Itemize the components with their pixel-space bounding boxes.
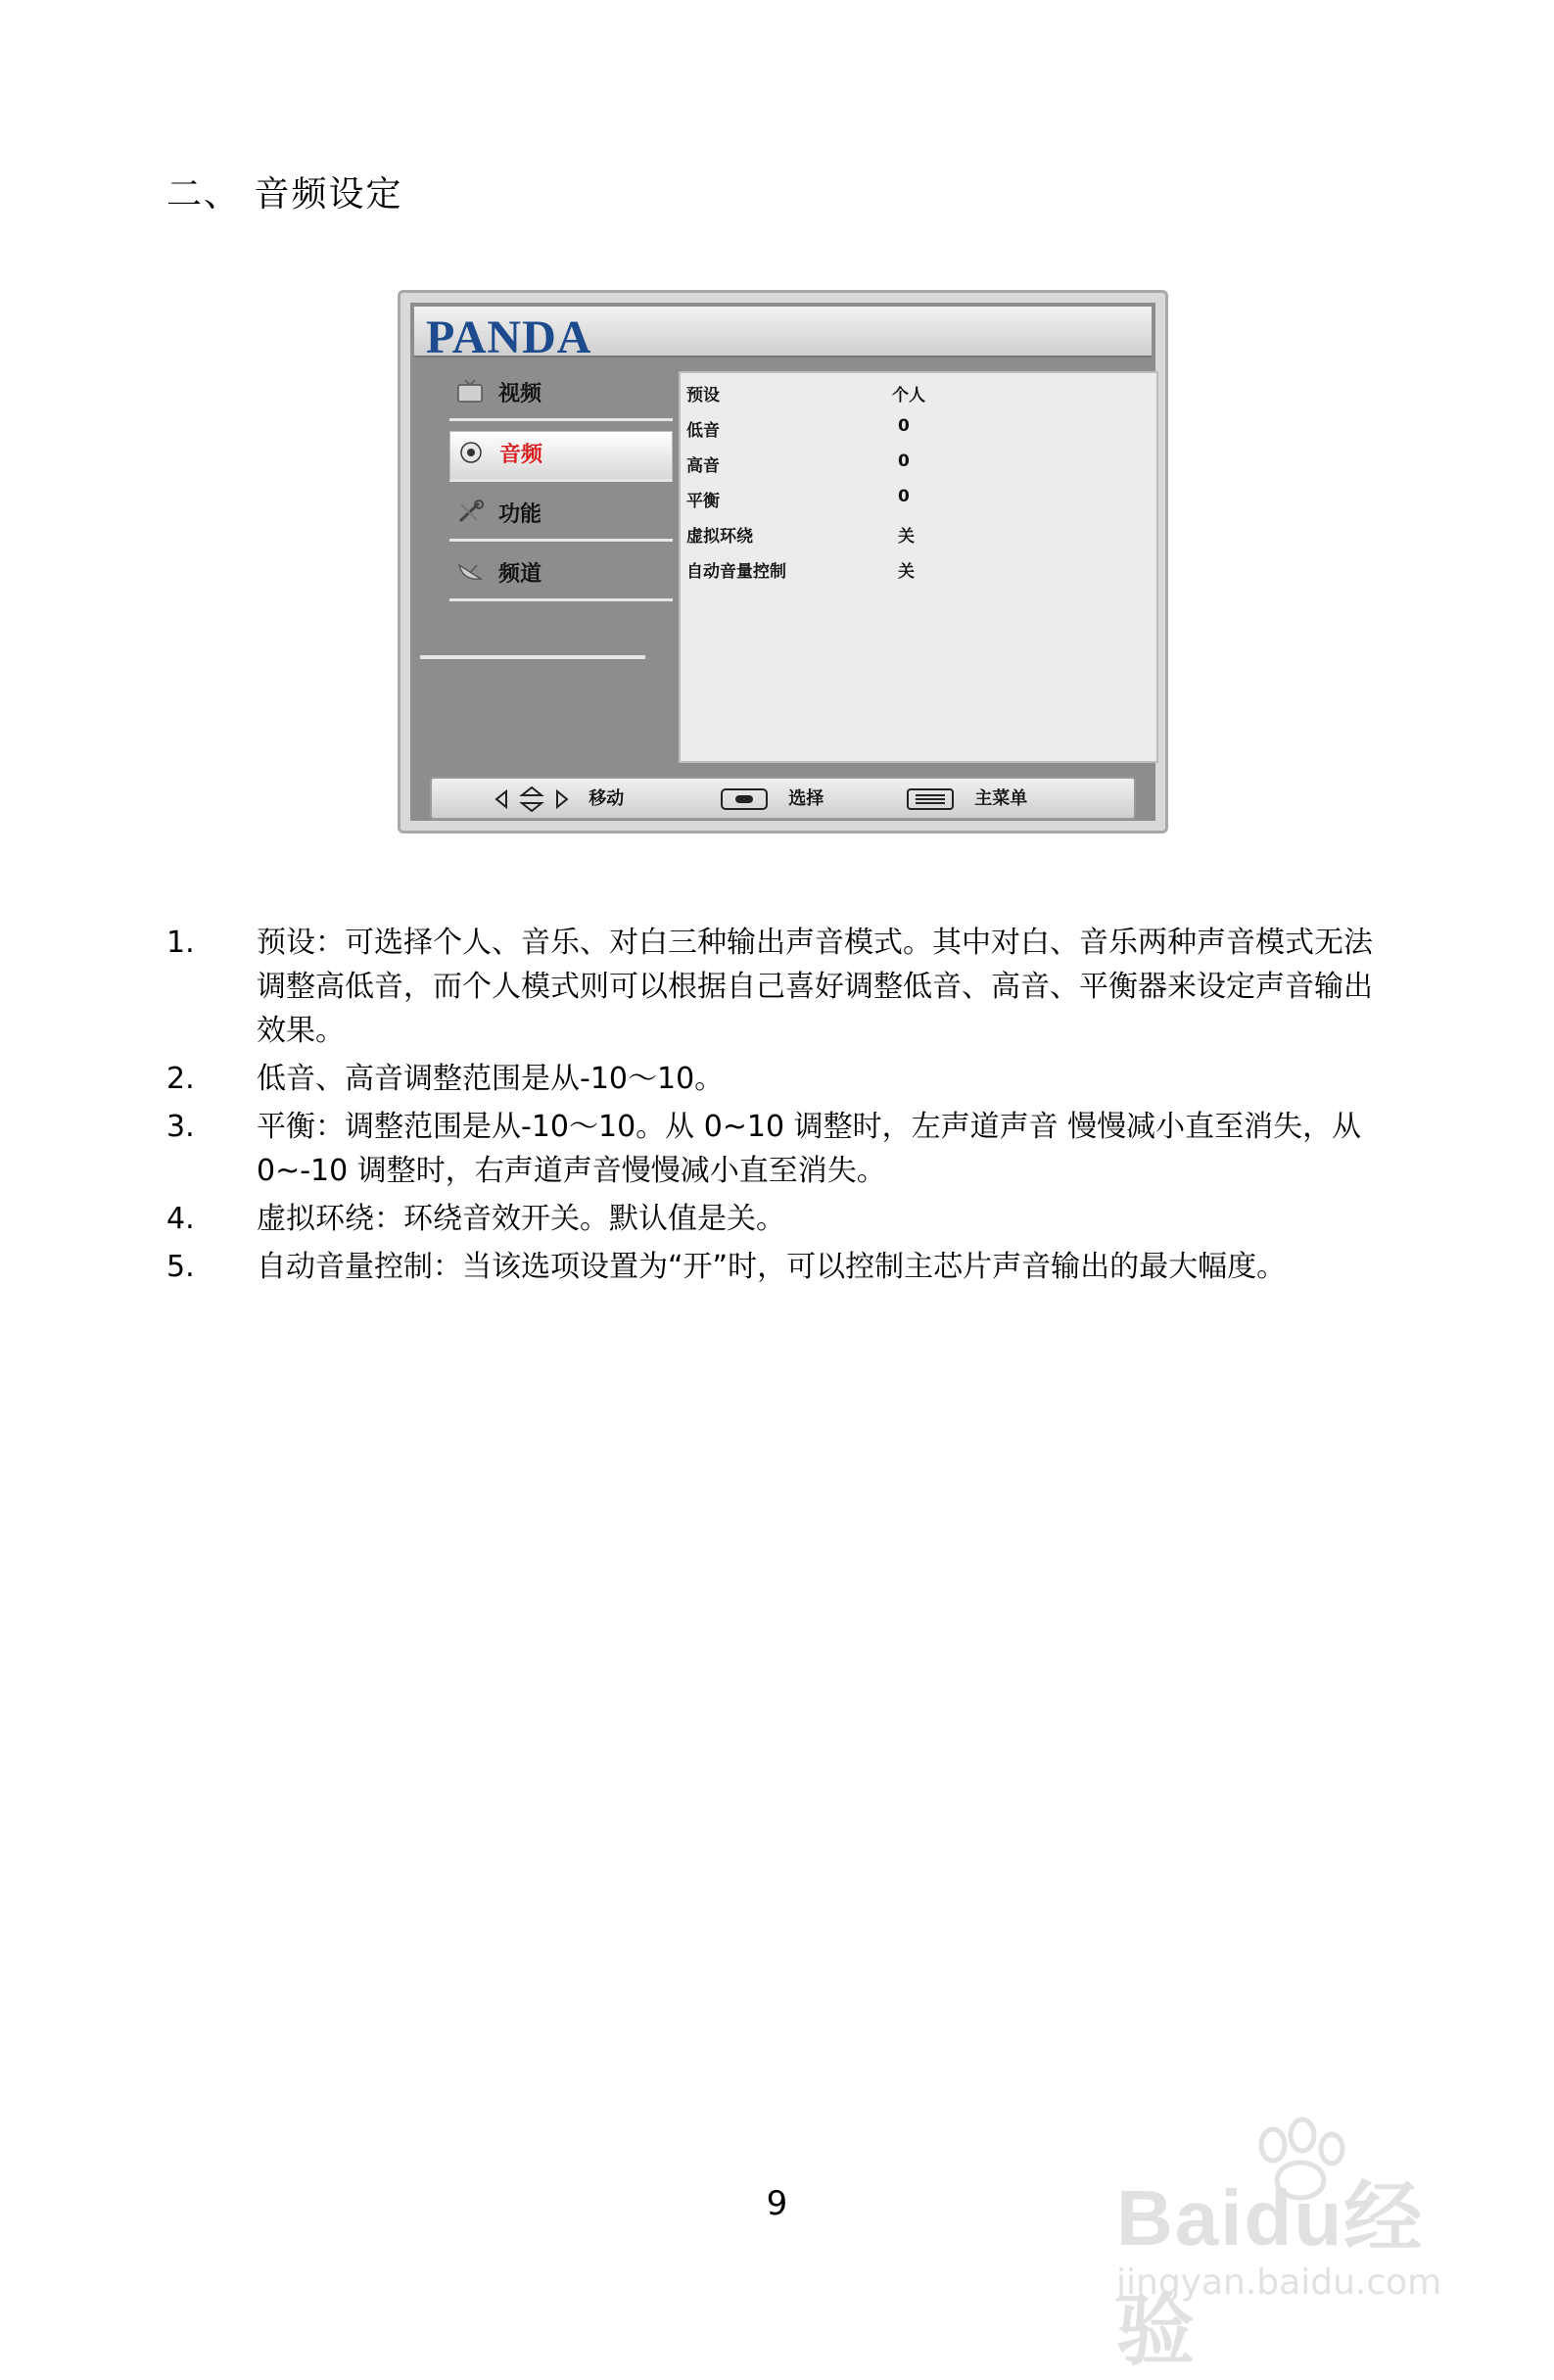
setting-value: 关 [898,562,915,582]
list-item [166,1105,1390,1193]
section-heading: 二、 音频设定 [166,174,403,214]
nav-divider [420,655,645,659]
setting-row-avc[interactable] [686,557,1147,587]
footer-move-label: 移动 [589,788,625,809]
tv-icon [455,379,485,405]
baidu-watermark [1097,2116,1488,2374]
setting-row-balance[interactable] [686,487,1147,516]
setting-value: 0 [898,452,910,471]
ok-button-icon [720,786,769,812]
setting-key: 自动音量控制 [686,562,786,582]
menu-icon [906,786,955,812]
nav-item-label: 视频 [498,382,542,406]
nav-item-label: 频道 [498,562,542,587]
tv-menu-screenshot [398,290,1168,833]
list-text: 虚拟环绕：环绕音效开关。默认值是关。 [257,1202,785,1236]
list-number: 4. [166,1202,195,1236]
nav-item-channel[interactable] [449,551,673,601]
setting-key: 高音 [686,456,720,476]
watermark-brand: Baidu经验 [1116,2174,1425,2374]
list-text: 预设：可选择个人、音乐、对白三种输出声音模式。其中对白、音乐两种声音模式无法调整高低音，而个人模式则可以根据自己喜好调整低音、高音、平衡器来设定声音输出效果。 [257,926,1373,1048]
setting-key: 低音 [686,421,720,441]
tools-icon [455,500,485,525]
description-list [166,921,1390,1293]
direction-arrows-icon [494,786,569,812]
footer-move [494,785,624,812]
footer-select-label: 选择 [788,788,824,809]
setting-row-bass[interactable] [686,416,1147,446]
audio-settings-panel [679,371,1158,763]
tv-menu-nav [449,371,673,611]
setting-row-preset[interactable] [686,381,1147,410]
nav-item-audio[interactable] [449,431,673,482]
list-text: 低音、高音调整范围是从-10～10。 [257,1062,725,1096]
footer-main-menu-label: 主菜单 [974,788,1028,809]
list-item [166,921,1390,1053]
setting-key: 虚拟环绕 [686,527,753,547]
speaker-icon [456,440,486,465]
setting-row-surround[interactable] [686,522,1147,551]
setting-key: 平衡 [686,492,720,511]
list-text: 自动音量控制：当该选项设置为“开”时，可以控制主芯片声音输出的最大幅度。 [257,1250,1287,1284]
setting-value: 关 [898,527,915,547]
nav-item-function[interactable] [449,492,673,542]
list-number: 3. [166,1110,195,1144]
footer-select [720,785,824,812]
list-number: 5. [166,1250,195,1284]
satellite-icon [455,559,485,585]
setting-key: 预设 [686,386,720,405]
setting-value: 0 [898,487,910,506]
setting-row-treble[interactable] [686,452,1147,481]
nav-item-label: 音频 [499,443,543,467]
setting-value: 0 [898,416,910,436]
list-text: 平衡：调整范围是从-10～10。从 0~10 调整时，左声道声音 慢慢减小直至消失，从 0~-10 调整时，右声道声音慢慢减小直至消失。 [257,1110,1362,1188]
tv-menu-header [414,307,1152,363]
tv-menu-frame [410,303,1155,821]
list-number: 1. [166,926,195,960]
list-item [166,1245,1390,1289]
panda-logo: PANDA [426,311,592,363]
nav-item-video[interactable] [449,371,673,421]
setting-value: 个人 [892,386,925,405]
nav-item-label: 功能 [498,502,542,527]
list-item [166,1197,1390,1241]
list-number: 2. [166,1062,195,1096]
footer-main-menu [906,785,1027,812]
page-number: 9 [766,2184,788,2223]
watermark-url: jingyan.baidu.com [1116,2262,1442,2303]
list-item [166,1057,1390,1101]
tv-menu-footer [430,777,1136,820]
